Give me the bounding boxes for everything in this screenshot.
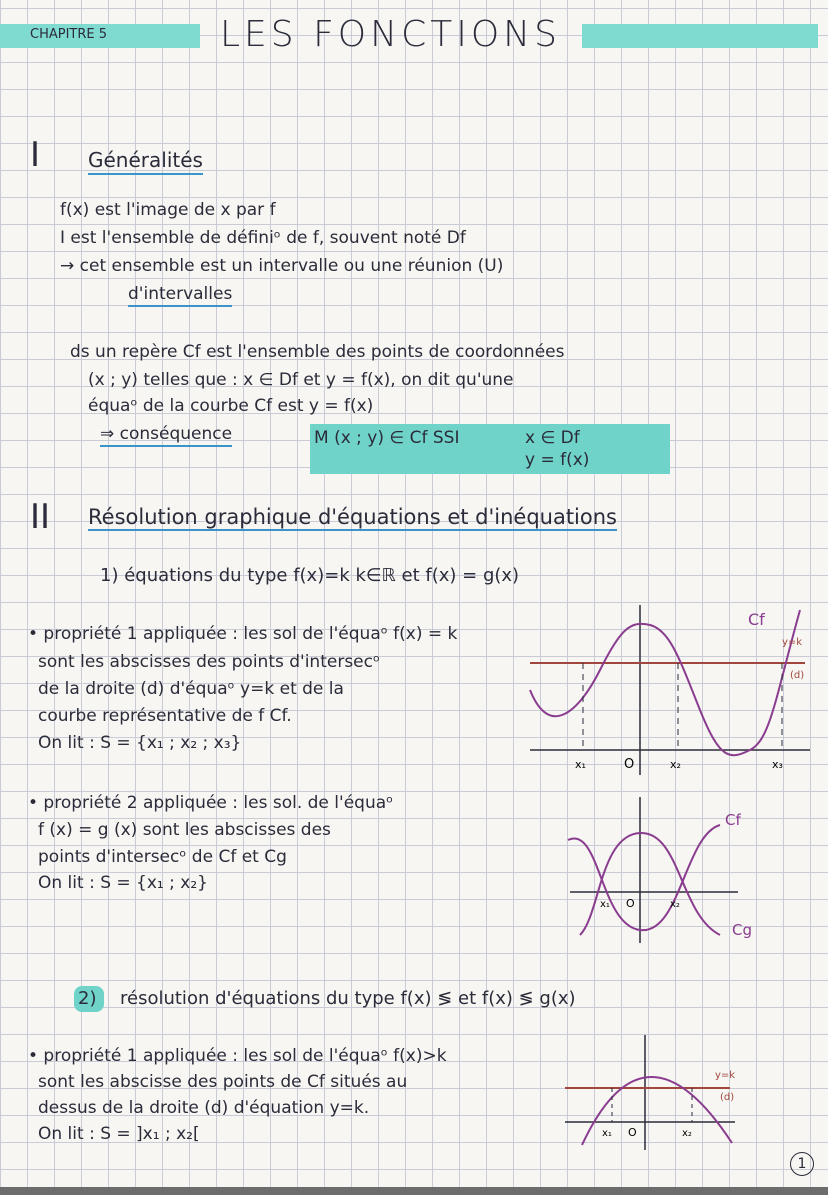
- subsection-2-number: 2): [78, 988, 97, 1009]
- bullet-4: d'intervalles: [128, 284, 232, 307]
- graph3-origin: O: [628, 1126, 637, 1139]
- header-highlight-right: [582, 24, 818, 48]
- section2-numeral: II: [30, 497, 51, 537]
- page-bottom-edge: [0, 1187, 828, 1195]
- graph1-curve-label: Cf: [748, 610, 765, 629]
- consequence-box: [310, 424, 670, 474]
- prop1-line-3: de la droite (d) d'équaᵒ y=k et de la: [38, 679, 344, 699]
- prop1-line-4: courbe représentative de f Cf.: [38, 706, 292, 726]
- graph3-line-label: y=k: [715, 1070, 736, 1081]
- prop2-line-1: • propriété 2 appliquée : les sol. de l'équaᵒ: [28, 793, 394, 813]
- consequence-text: M (x ; y) ∈ Cf SSI: [314, 428, 460, 448]
- prop1-line-1: • propriété 1 appliquée : les sol de l'équaᵒ f(x) = k: [28, 624, 458, 644]
- graph3-line-name: (d): [720, 1092, 735, 1103]
- graph2-cg-label: Cg: [732, 921, 752, 939]
- graph3-x1: x₁: [602, 1128, 612, 1139]
- section1-numeral: I: [30, 135, 41, 175]
- graph1-x1: x₁: [575, 758, 586, 771]
- prop3-line-2: sont les abscisse des points de Cf situés au: [38, 1072, 408, 1092]
- graph2-origin: O: [626, 897, 635, 910]
- graph2-x1: x₁: [600, 899, 610, 910]
- graph1-line-name: (d): [790, 670, 805, 681]
- page-title: LES FONCTIONS: [220, 14, 561, 55]
- page-number: 1: [790, 1152, 814, 1176]
- para-line-1: ds un repère Cf est l'ensemble des points de coordonnées: [70, 342, 565, 362]
- para-line-3: équaᵒ de la courbe Cf est y = f(x): [88, 396, 374, 416]
- graph-3: [560, 1030, 780, 1155]
- graph1-line-label: y=k: [782, 637, 803, 648]
- para-line-2: (x ; y) telles que : x ∈ Df et y = f(x), on dit qu'une: [88, 370, 514, 390]
- prop1-line-2: sont les abscisses des points d'intersecᵒ: [38, 652, 381, 672]
- graph-1: [520, 600, 820, 780]
- bullet-2: I est l'ensemble de définiᵒ de f, souvent noté Df: [60, 228, 466, 248]
- graph1-origin: O: [624, 757, 635, 772]
- graph3-x2: x₂: [682, 1128, 692, 1139]
- graph-2: [560, 795, 800, 945]
- graph1-x3: x₃: [772, 758, 783, 771]
- prop2-line-2: f (x) = g (x) sont les abscisses des: [38, 820, 331, 840]
- consequence-label: ⇒ conséquence: [100, 424, 232, 447]
- prop2-line-4: On lit : S = {x₁ ; x₂}: [38, 873, 208, 893]
- prop1-line-5: On lit : S = {x₁ ; x₂ ; x₃}: [38, 733, 242, 753]
- graph2-cf-label: Cf: [725, 811, 741, 829]
- chapter-label: CHAPITRE 5: [30, 27, 108, 42]
- system-line-2: y = f(x): [525, 450, 590, 470]
- bullet-3: → cet ensemble est un intervalle ou une réunion (U): [60, 256, 504, 276]
- prop2-line-3: points d'intersecᵒ de Cf et Cg: [38, 847, 287, 867]
- graph1-x2: x₂: [670, 758, 681, 771]
- graph2-x2: x₂: [670, 899, 680, 910]
- bullet-1: f(x) est l'image de x par f: [60, 200, 276, 220]
- prop3-line-3: dessus de la droite (d) d'équation y=k.: [38, 1098, 370, 1118]
- system-line-1: x ∈ Df: [525, 428, 580, 448]
- subsection-1: 1) équations du type f(x)=k k∈ℝ et f(x) = g(x): [100, 565, 520, 586]
- section2-title: Résolution graphique d'équations et d'inéquations: [88, 505, 617, 529]
- prop3-line-1: • propriété 1 appliquée : les sol de l'équaᵒ f(x)>k: [28, 1046, 447, 1066]
- section1-title: Généralités: [88, 148, 203, 175]
- prop3-line-4: On lit : S = ]x₁ ; x₂[: [38, 1124, 200, 1144]
- subsection-2: résolution d'équations du type f(x) ≶ et f(x) ≶ g(x): [120, 988, 576, 1009]
